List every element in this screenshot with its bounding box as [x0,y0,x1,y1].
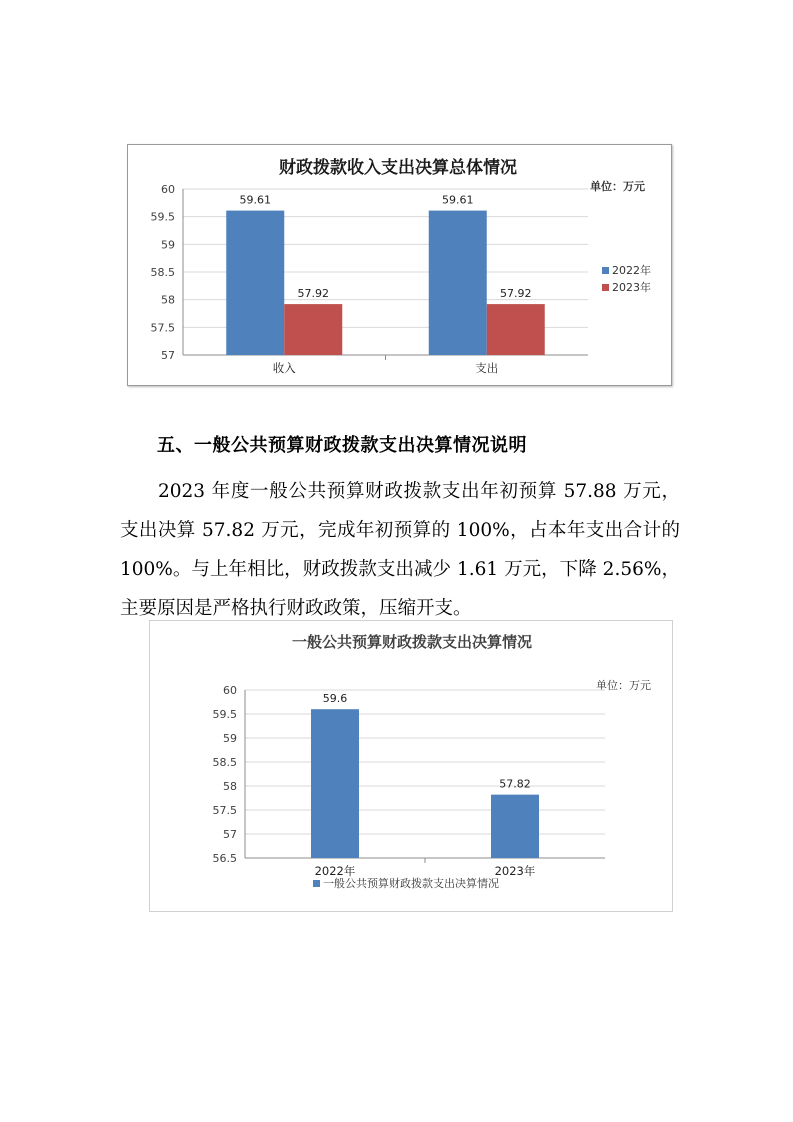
chart-canvas [150,621,674,913]
y-tick-label: 57 [223,828,237,841]
data-label: 59.61 [239,193,271,207]
y-tick-label: 59 [223,732,237,745]
y-tick-label: 56.5 [212,852,237,865]
unit-label: 单位：万元 [596,679,651,692]
data-label: 57.82 [499,777,531,791]
legend-swatch [602,284,609,291]
chart-general-budget-expenditure [149,620,673,912]
data-label: 57.92 [297,287,329,301]
bar-2022年-一般公共预算财政拨款支出决算情况 [311,709,359,858]
y-tick-label: 57.5 [212,804,237,817]
data-label: 57.92 [500,287,532,301]
y-tick-label: 57 [161,349,175,362]
legend-entry: 2023年 [612,281,651,294]
chart-title: 一般公共预算财政拨款支出决算情况 [291,633,533,651]
chart-title: 财政拨款收入支出决算总体情况 [279,158,517,178]
x-tick-label: 收入 [272,361,296,375]
legend-entry: 2022年 [612,264,651,277]
legend-swatch [313,880,320,887]
section-paragraph: 2023 年度一般公共预算财政拨款支出年初预算 57.88 万元，支出决算 57.82 万元，完成年初预算的 100%，占本年支出合计的 100%。与上年相比，财政拨款支出减少 1.61 万元，下降 2.56%，主要原因是严格执行财政政策，压缩开支。 [120,481,680,619]
chart-revenue-expenditure [127,144,672,386]
bar-支出-2022年 [429,211,487,355]
y-tick-label: 57.5 [150,321,175,335]
y-tick-label: 59 [161,238,175,252]
y-tick-label: 60 [223,684,237,697]
y-tick-label: 58 [161,293,175,307]
x-tick-label: 支出 [475,361,499,375]
unit-label: 单位：万元 [590,180,645,193]
data-label: 59.61 [442,193,474,207]
bar-2023年-一般公共预算财政拨款支出决算情况 [491,795,539,858]
x-tick-label: 2023年 [494,864,536,878]
y-tick-label: 59.5 [150,210,175,224]
y-tick-label: 58.5 [212,756,237,769]
y-tick-label: 59.5 [212,708,237,721]
chart-canvas [128,145,673,387]
legend-entry: 一般公共预算财政拨款支出决算情况 [323,877,499,890]
y-tick-label: 60 [161,183,175,196]
x-tick-label: 2022年 [314,864,356,878]
legend-swatch [602,267,609,274]
bar-收入-2023年 [284,304,342,355]
y-tick-label: 58 [223,780,237,793]
section-heading: 五、一般公共预算财政拨款支出决算情况说明 [157,435,527,456]
y-tick-label: 58.5 [150,266,175,279]
data-label: 59.6 [322,692,348,706]
bar-收入-2022年 [226,211,284,355]
bar-支出-2023年 [487,304,545,355]
